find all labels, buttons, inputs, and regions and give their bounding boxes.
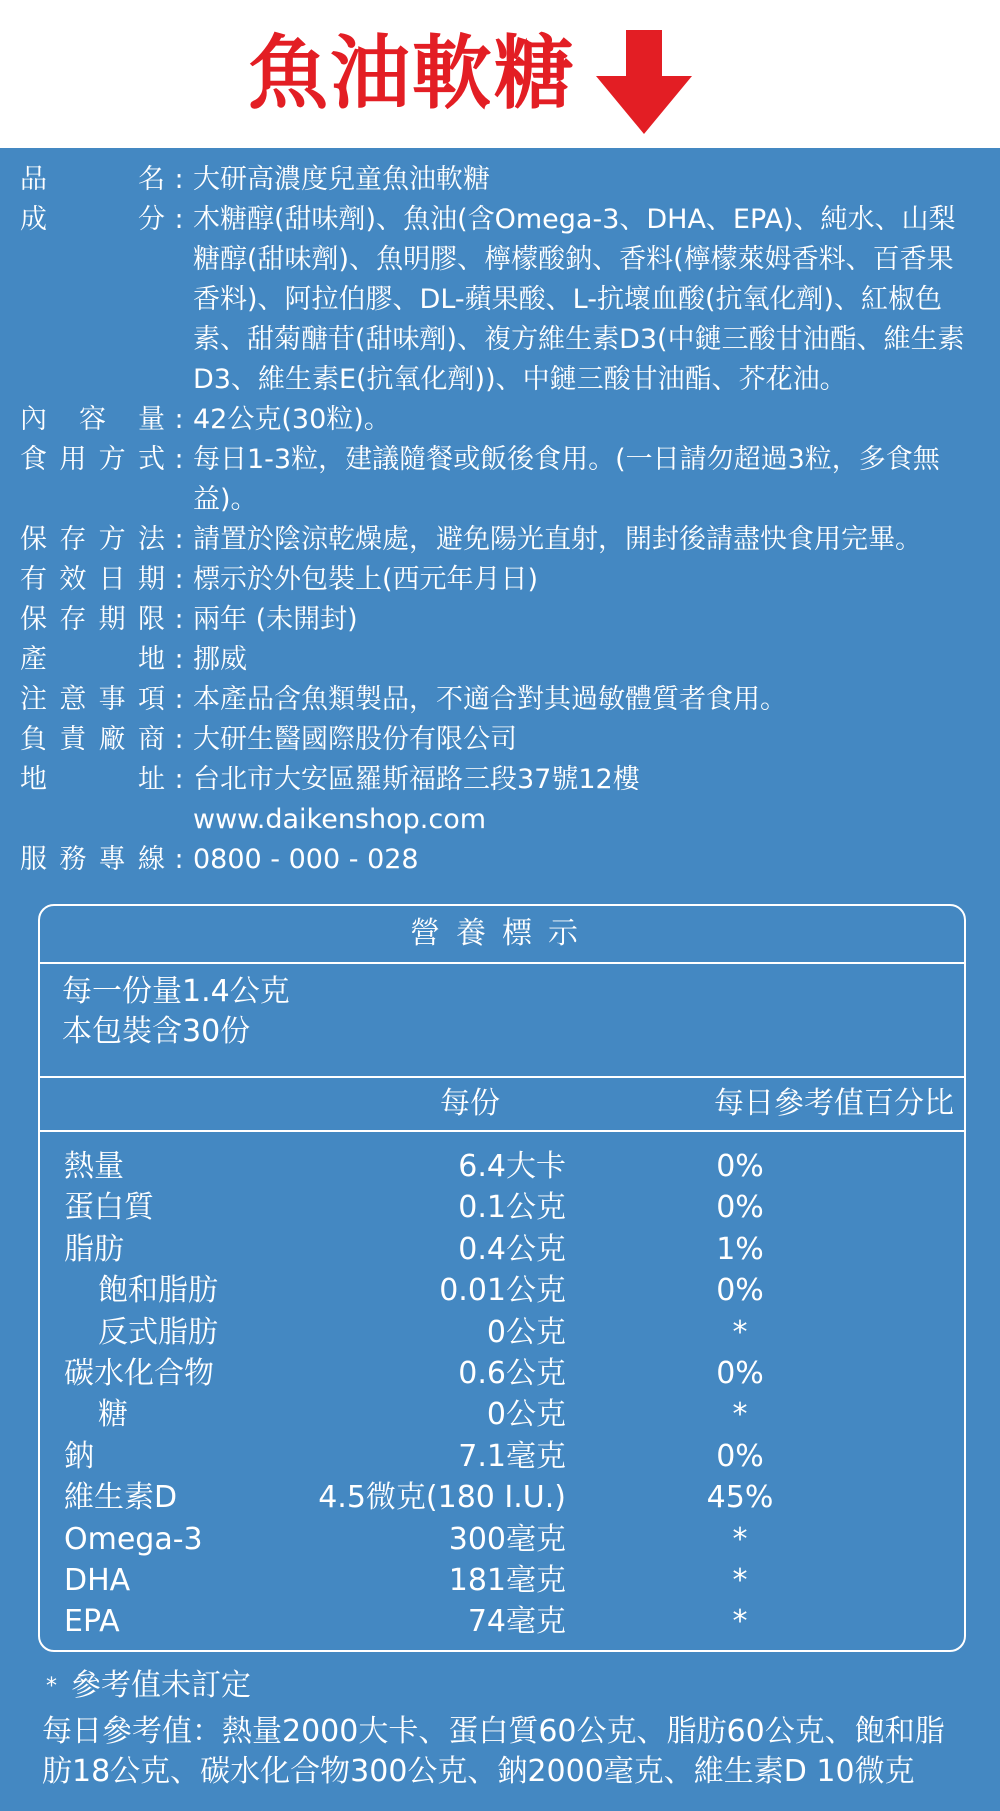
info-colon: : <box>174 564 184 595</box>
product-info-list <box>20 160 980 880</box>
info-colon <box>165 800 193 840</box>
info-label-char: 限 <box>137 604 165 635</box>
info-colon: : <box>174 164 184 195</box>
nutrition-row <box>40 1187 964 1228</box>
info-label <box>20 760 165 800</box>
nutrition-rows <box>40 1132 964 1643</box>
info-label-char: 地 <box>138 644 165 675</box>
nutrient-amount: 0.01公克 <box>439 1273 566 1309</box>
info-label-char: 品 <box>20 164 47 195</box>
nutrient-daily-value: * <box>732 1397 748 1433</box>
info-label <box>20 160 165 200</box>
nutrient-daily-value: * <box>732 1314 748 1350</box>
info-colon: : <box>174 524 184 555</box>
nutrient-name: 糖 <box>98 1397 128 1433</box>
info-label <box>20 440 165 520</box>
nutrient-amount: 300毫克 <box>448 1521 566 1557</box>
nutrient-name: 飽和脂肪 <box>98 1273 218 1309</box>
info-label <box>20 840 165 880</box>
info-colon: : <box>174 684 184 715</box>
nutrient-name: 脂肪 <box>64 1231 124 1267</box>
info-row <box>20 160 980 200</box>
info-label-char: 保 <box>20 524 47 555</box>
nutrient-daily-value: * <box>732 1562 748 1598</box>
info-value: 大研高濃度兒童魚油軟糖 <box>193 164 490 195</box>
info-colon: : <box>174 844 184 875</box>
info-label-char: 線 <box>137 844 165 875</box>
nutrient-name: 鈉 <box>64 1438 94 1474</box>
info-label-char: 注 <box>20 684 47 715</box>
serving-info <box>40 964 964 1078</box>
info-label-char: 式 <box>137 444 165 475</box>
nutrition-column-headers <box>40 1078 964 1132</box>
info-label <box>20 680 165 720</box>
info-label-char: 內 <box>20 404 47 435</box>
info-label-char: 有 <box>20 564 47 595</box>
info-colon: : <box>174 644 184 675</box>
info-label-char: 保 <box>20 604 47 635</box>
nutrition-row <box>40 1477 964 1518</box>
info-label-char: 分 <box>138 204 165 235</box>
nutrient-daily-value: 45% <box>706 1480 774 1516</box>
info-label-char: 存 <box>59 604 87 635</box>
info-value: 標示於外包裝上(西元年月日) <box>193 564 539 595</box>
nutrition-row <box>40 1229 964 1270</box>
info-label-char: 專 <box>98 844 126 875</box>
info-label-char: 服 <box>20 844 47 875</box>
info-label-char: 址 <box>138 764 165 795</box>
info-value: 0800 - 000 - 028 <box>193 844 419 875</box>
nutrient-daily-value: 0% <box>716 1438 764 1474</box>
info-label <box>20 640 165 680</box>
nutrient-amount: 6.4大卡 <box>458 1149 566 1184</box>
info-label-char: 項 <box>137 684 165 715</box>
info-row <box>20 680 980 720</box>
info-row <box>20 520 980 560</box>
info-label-char: 期 <box>98 604 126 635</box>
info-colon: : <box>174 204 184 235</box>
info-value: 木糖醇(甜味劑)、魚油(含Omega-3、DHA、EPA)、純水、山梨糖醇(甜味劑)、魚明膠、檸檬酸鈉、香料(檸檬萊姆香料、百香果香料)、阿拉伯膠、DL-蘋果酸、L-抗壞血酸(抗氧化劑)、紅椒色素、甜菊醣苷(甜味劑)、複方維生素D3(中鏈三酸甘油酯、維生素D3、維生素E(抗氧化劑))、中鏈三酸甘油酯、芥花油。 <box>193 204 965 395</box>
info-label-char: 地 <box>20 764 47 795</box>
nutrient-name: 蛋白質 <box>64 1190 154 1226</box>
info-label-char: 責 <box>59 724 87 755</box>
nutrient-name: DHA <box>64 1562 131 1598</box>
info-colon: : <box>174 764 184 795</box>
nutrition-title: 營養標示 <box>40 906 964 964</box>
info-colon: : <box>174 724 184 755</box>
info-label <box>20 600 165 640</box>
nutrition-row <box>40 1436 964 1477</box>
nutrient-daily-value: 0% <box>716 1190 764 1226</box>
info-row <box>20 400 980 440</box>
info-row <box>20 720 980 760</box>
nutrient-name: 反式脂肪 <box>98 1314 218 1350</box>
nutrition-row <box>40 1394 964 1435</box>
info-value: 本產品含魚類製品，不適合對其過敏體質者食用。 <box>193 684 787 715</box>
info-label <box>20 560 165 600</box>
nutrient-amount: 74毫克 <box>467 1604 566 1640</box>
info-label-char: 用 <box>59 444 87 475</box>
info-label-char: 商 <box>137 724 165 755</box>
info-row <box>20 440 980 520</box>
nutrient-daily-value: 0% <box>716 1273 764 1309</box>
asterisk-icon: * <box>46 1673 57 1699</box>
info-row <box>20 760 980 800</box>
nutrition-row <box>40 1353 964 1394</box>
info-label-char: 存 <box>59 524 87 555</box>
info-value: 請置於陰涼乾燥處，避免陽光直射，開封後請盡快食用完畢。 <box>193 524 922 555</box>
nutrient-daily-value: * <box>732 1521 748 1557</box>
nutrient-amount: 7.1毫克 <box>458 1438 566 1474</box>
info-label <box>20 200 165 400</box>
info-row <box>20 640 980 680</box>
nutrient-name: EPA <box>64 1604 120 1640</box>
info-label <box>20 520 165 560</box>
footnote <box>46 1666 251 1707</box>
info-row <box>20 560 980 600</box>
nutrient-daily-value: * <box>732 1604 748 1640</box>
col-per-serving: 每份 <box>440 1086 500 1121</box>
info-label-char: 法 <box>137 524 165 555</box>
nutrient-amount: 0.1公克 <box>458 1190 566 1226</box>
info-label-char: 效 <box>59 564 87 595</box>
servings-per-package: 本包裝含30份 <box>62 1014 251 1049</box>
nutrient-name: 維生素D <box>64 1480 178 1516</box>
info-colon: : <box>174 604 184 635</box>
info-label-char: 成 <box>20 204 47 235</box>
nutrient-name: 熱量 <box>64 1149 124 1184</box>
info-label-char: 期 <box>137 564 165 595</box>
nutrition-row <box>40 1146 964 1187</box>
info-value: 大研生醫國際股份有限公司 <box>193 724 517 755</box>
page-title: 魚油軟糖 <box>248 27 576 120</box>
info-row <box>20 600 980 640</box>
nutrient-daily-value: 0% <box>716 1149 764 1184</box>
info-value: 挪威 <box>193 644 247 675</box>
nutrient-amount: 0公克 <box>486 1314 566 1350</box>
info-value: 每日1-3粒，建議隨餐或飯後食用。(一日請勿超過3粒，多食無益)。 <box>193 444 940 515</box>
info-value: 台北市大安區羅斯福路三段37號12樓 <box>193 764 640 795</box>
info-label-char: 日 <box>98 564 126 595</box>
nutrition-row <box>40 1270 964 1311</box>
info-label-char: 務 <box>59 844 87 875</box>
nutrition-row <box>40 1601 964 1642</box>
info-row <box>20 200 980 400</box>
info-colon: : <box>174 404 184 435</box>
nutrient-amount: 0公克 <box>486 1397 566 1433</box>
nutrition-row <box>40 1312 964 1353</box>
nutrient-amount: 0.6公克 <box>458 1355 566 1391</box>
nutrient-daily-value: 0% <box>716 1355 764 1391</box>
info-label-char: 廠 <box>98 724 126 755</box>
info-label-char: 食 <box>20 444 47 475</box>
header-banner <box>0 0 1000 148</box>
footnote-text: 參考值未訂定 <box>71 1668 251 1703</box>
info-value: 兩年 (未開封) <box>193 604 358 635</box>
down-arrow-icon <box>596 30 692 134</box>
nutrition-row <box>40 1519 964 1560</box>
info-label-char: 負 <box>20 724 47 755</box>
info-label <box>20 800 165 840</box>
info-label-char: 產 <box>20 644 47 675</box>
info-label-char: 事 <box>98 684 126 715</box>
info-label-char: 名 <box>138 164 165 195</box>
info-label-char: 容 <box>79 404 106 435</box>
info-value: www.daikenshop.com <box>193 804 487 835</box>
info-label-char: 量 <box>138 404 165 435</box>
info-row <box>20 800 980 840</box>
serving-size: 每一份量1.4公克 <box>62 974 290 1009</box>
nutrient-amount: 4.5微克(180 I.U.) <box>318 1480 566 1516</box>
nutrient-name: Omega-3 <box>64 1521 203 1557</box>
info-label-char: 方 <box>98 524 126 555</box>
info-value: 42公克(30粒)。 <box>193 404 391 435</box>
nutrient-amount: 0.4公克 <box>458 1231 566 1267</box>
nutrition-row <box>40 1560 964 1601</box>
info-row <box>20 840 980 880</box>
info-label-char: 意 <box>59 684 87 715</box>
nutrient-amount: 181毫克 <box>448 1562 566 1598</box>
nutrient-name: 碳水化合物 <box>64 1355 214 1391</box>
nutrient-daily-value: 1% <box>716 1231 764 1267</box>
info-label <box>20 400 165 440</box>
nutrition-facts-table <box>38 904 966 1652</box>
info-colon: : <box>174 444 184 475</box>
info-label <box>20 720 165 760</box>
info-label-char: 方 <box>98 444 126 475</box>
daily-reference-note: 每日參考值：熱量2000大卡、蛋白質60公克、脂肪60公克、飽和脂肪18公克、碳水化合物300公克、鈉2000毫克、維生素D 10微克 <box>42 1714 945 1789</box>
col-daily-value: 每日參考值百分比 <box>714 1086 954 1121</box>
